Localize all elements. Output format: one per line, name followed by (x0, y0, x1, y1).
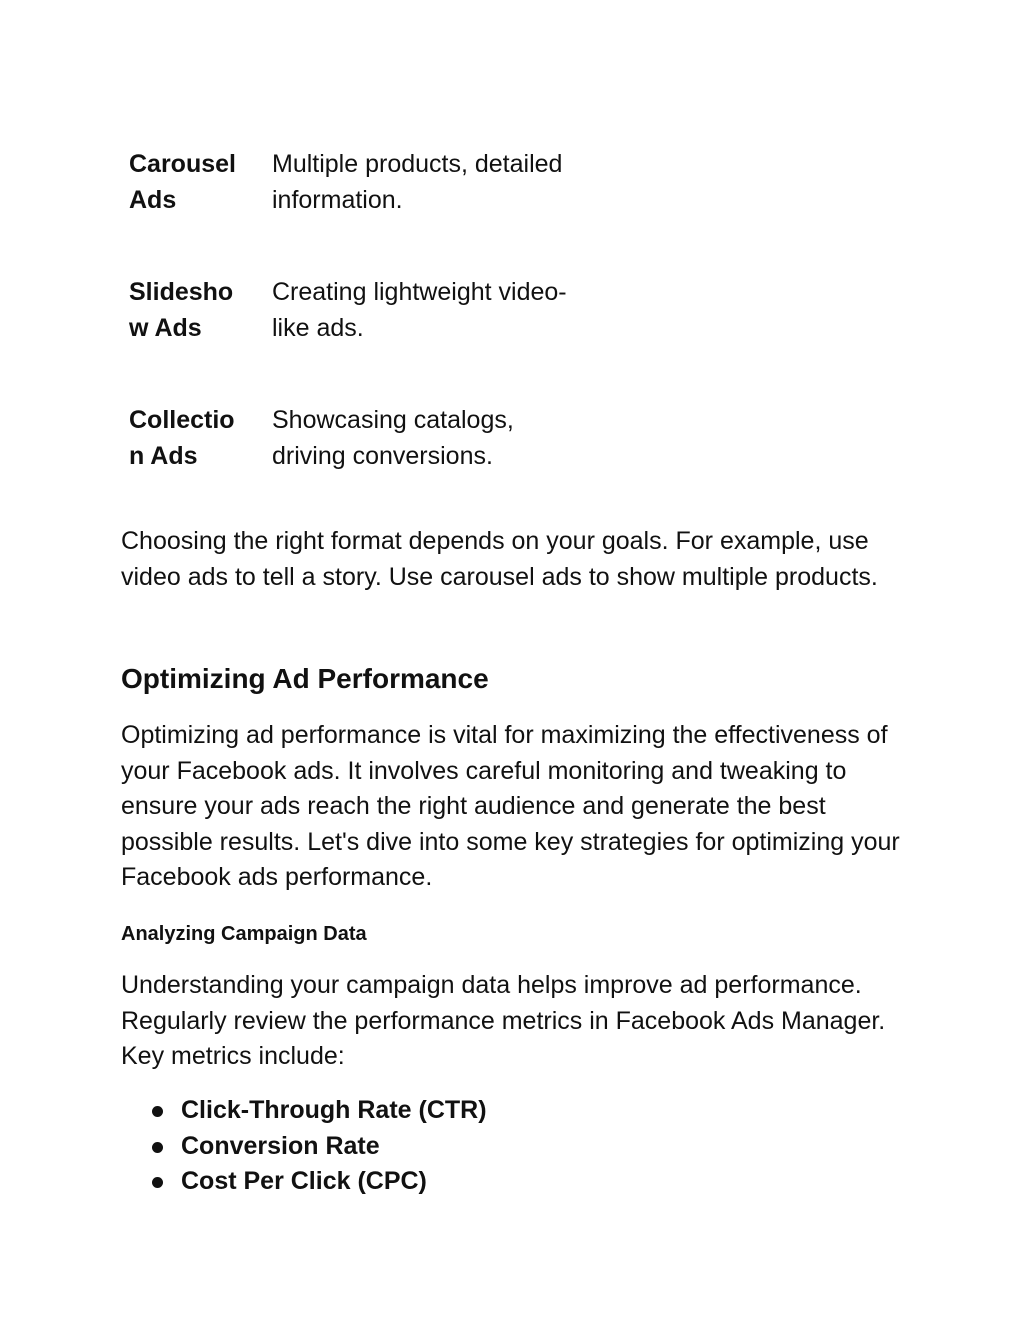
table-row (129, 147, 629, 218)
format-description: Showcasing catalogs, driving conversions. (272, 406, 514, 470)
section-intro-paragraph: Optimizing ad performance is vital for maximizing the effectiveness of your Facebook ads. It involves careful monitoring and tweaking to ensure your ads reach the right audience and generate the best possible results. Let's dive into some key strategies for optimizing your Facebook ads performance. (121, 721, 900, 891)
bullet-icon (152, 1177, 163, 1188)
list-item (152, 1164, 487, 1200)
table-row (129, 403, 629, 474)
subsection-body-paragraph: Understanding your campaign data helps improve ad performance. Regularly review the performance metrics in Facebook Ads Manager. Key metrics include: (121, 971, 886, 1070)
format-name: Slideshow Ads (129, 278, 234, 342)
metrics-list (152, 1093, 487, 1200)
bullet-icon (152, 1142, 163, 1153)
format-name: Collection Ads (129, 406, 235, 470)
metric-label: Conversion Rate (181, 1131, 380, 1160)
metric-label: Cost Per Click (CPC) (181, 1167, 427, 1195)
format-choice-paragraph: Choosing the right format depends on your goals. For example, use video ads to tell a story. Use carousel ads to show multiple products. (121, 527, 878, 591)
section-heading: Optimizing Ad Performance (121, 663, 489, 694)
ad-formats-table (129, 147, 629, 474)
format-name: Carousel Ads (129, 150, 236, 214)
format-description: Multiple products, detailed information. (272, 150, 563, 214)
subsection-heading: Analyzing Campaign Data (121, 923, 367, 945)
bullet-icon (152, 1106, 163, 1117)
table-row (129, 275, 629, 346)
metric-label: Click-Through Rate (CTR) (181, 1096, 487, 1124)
list-item (152, 1093, 487, 1129)
format-description: Creating lightweight video-like ads. (272, 278, 567, 342)
list-item (152, 1129, 487, 1165)
